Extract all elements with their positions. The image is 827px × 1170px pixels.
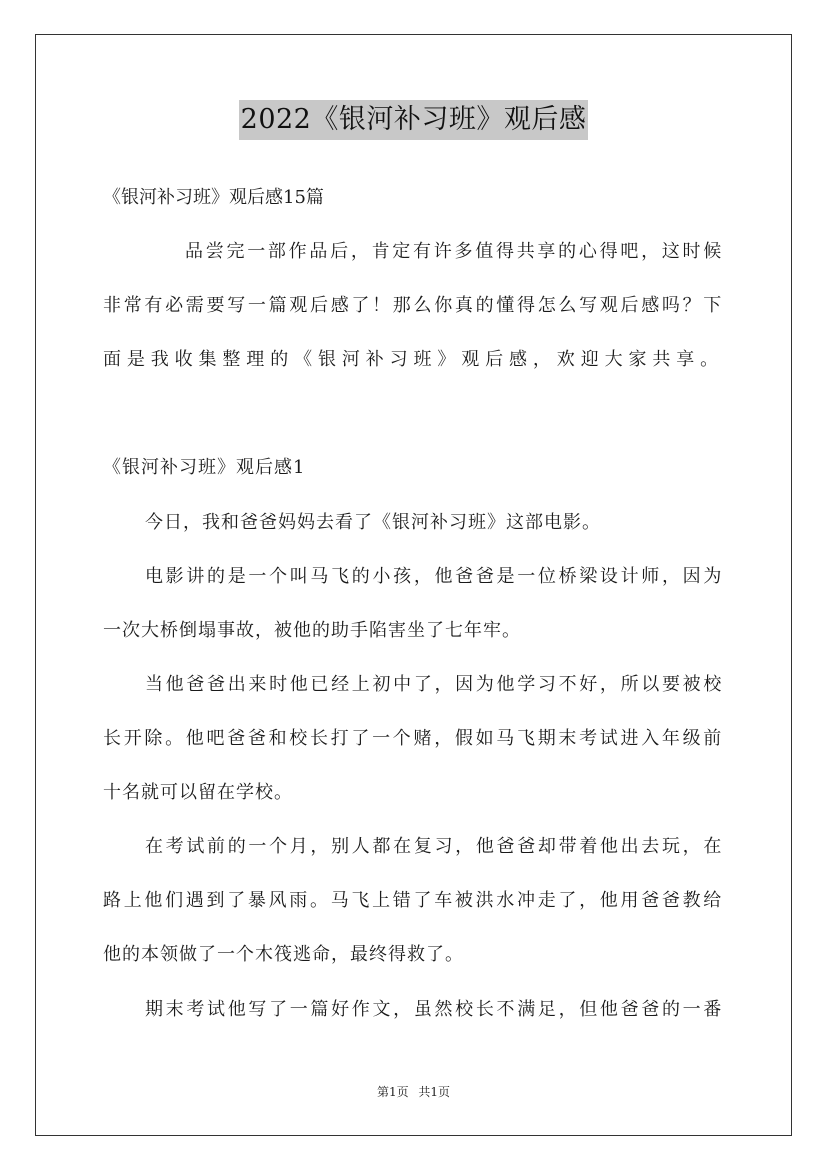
intro-line-2: 非常有必需要写一篇观后感了！那么你真的懂得怎么写观后感吗？下 — [103, 295, 724, 316]
body-line-1: 今日，我和爸爸妈妈去看了《银河补习班》这部电影。 — [145, 512, 601, 533]
intro-line-1: 品尝完一部作品后，肯定有许多值得共享的心得吧，这时候 — [185, 241, 724, 262]
body-line-6: 十名就可以留在学校。 — [103, 782, 293, 803]
body-line-7: 在考试前的一个月，别人都在复习，他爸爸却带着他出去玩，在 — [145, 836, 724, 857]
document-title: 2022《银河补习班》观后感 — [239, 100, 589, 140]
body-line-3: 一次大桥倒塌事故，被他的助手陷害坐了七年牢。 — [103, 620, 521, 641]
intro-line-3: 面是我收集整理的《银河补习班》观后感，欢迎大家共享。 — [103, 349, 724, 370]
body-line-5: 长开除。他吧爸爸和校长打了一个赌，假如马飞期末考试进入年级前 — [103, 728, 724, 749]
title-container — [0, 100, 827, 140]
document-subtitle: 《银河补习班》观后感15篇 — [103, 187, 324, 208]
section-heading: 《银河补习班》观后感1 — [103, 457, 306, 478]
body-line-8: 路上他们遇到了暴风雨。马飞上错了车被洪水冲走了，他用爸爸教给 — [103, 890, 724, 911]
page-number: 第1页 — [376, 1085, 409, 1099]
body-line-2: 电影讲的是一个叫马飞的小孩，他爸爸是一位桥梁设计师，因为 — [145, 566, 724, 587]
body-line-10: 期末考试他写了一篇好作文，虽然校长不满足，但他爸爸的一番 — [145, 999, 724, 1020]
body-line-9: 他的本领做了一个木筏逃命，最终得救了。 — [103, 944, 464, 965]
body-line-4: 当他爸爸出来时他已经上初中了，因为他学习不好，所以要被校 — [145, 674, 724, 695]
page-total: 共1页 — [418, 1085, 451, 1099]
page-footer — [0, 1083, 827, 1100]
